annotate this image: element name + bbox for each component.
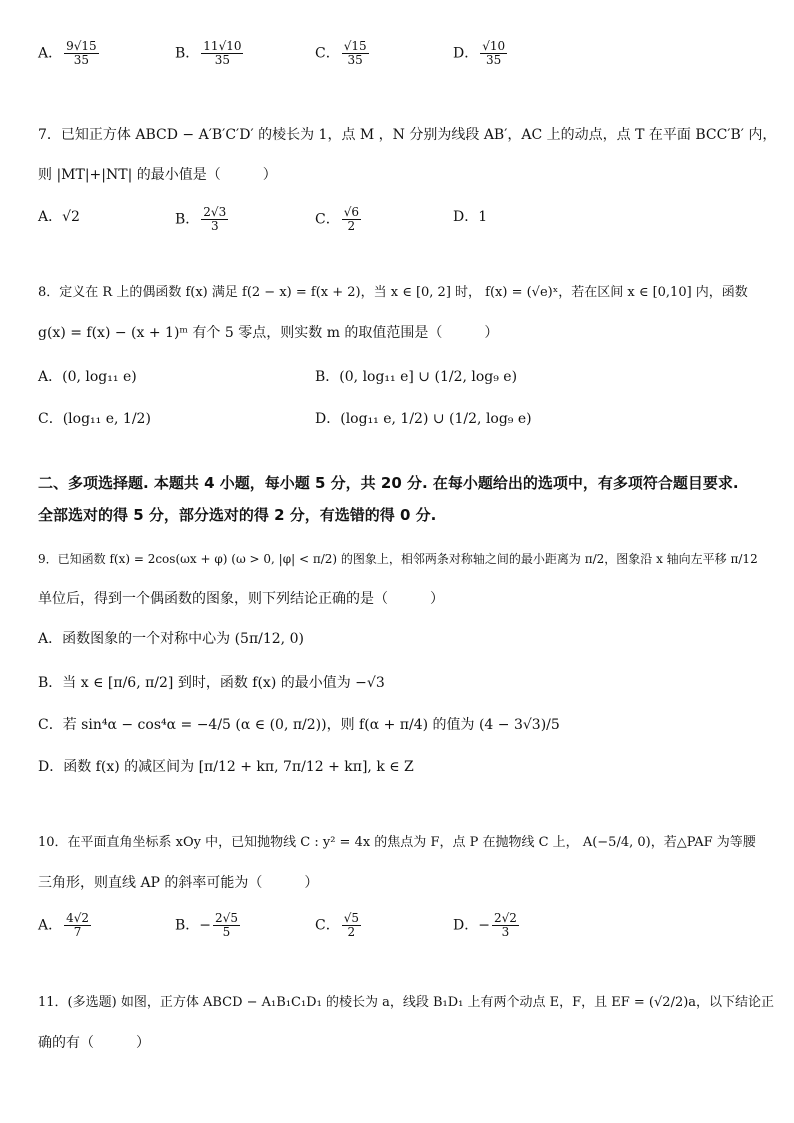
q6-option-a[interactable] bbox=[38, 40, 101, 67]
q9-option-d[interactable] bbox=[38, 756, 414, 778]
minus-sign: − bbox=[478, 917, 490, 934]
q10-stem-line1: 10．在平面直角坐标系 xOy 中，已知抛物线 C : y² = 4x 的焦点为 F，点 P 在抛物线 C 上， A(−5/4, 0)，若△PAF 为等腰 bbox=[38, 835, 756, 850]
denominator: 35 bbox=[214, 53, 231, 67]
option-label: C． bbox=[315, 917, 340, 934]
option-text: (0, log₁₁ e] ∪ (1/2, log₉ e) bbox=[339, 369, 518, 385]
q11-stem-line2: 确的有（ ） bbox=[38, 1035, 150, 1051]
numerator: 11√10 bbox=[203, 39, 242, 53]
q10-option-d[interactable] bbox=[453, 912, 521, 939]
q7-option-b[interactable] bbox=[175, 206, 230, 233]
numerator: 4√2 bbox=[66, 911, 90, 925]
fraction bbox=[342, 206, 361, 233]
numerator: √15 bbox=[343, 39, 367, 53]
numerator: 9√15 bbox=[66, 39, 97, 53]
q8-option-c[interactable] bbox=[38, 408, 151, 430]
option-label: B． bbox=[175, 45, 200, 62]
option-label: A． bbox=[38, 917, 63, 934]
denominator: 35 bbox=[347, 53, 363, 67]
option-label: A． bbox=[38, 369, 63, 385]
option-text: 函数图象的一个对称中心为 (5π/12, 0) bbox=[62, 631, 304, 647]
q9-option-c[interactable] bbox=[38, 714, 560, 736]
option-text: 函数 f(x) 的减区间为 [π/12 + kπ, 7π/12 + kπ], k ∈ Z bbox=[63, 759, 414, 775]
option-label: B． bbox=[315, 369, 340, 385]
fraction bbox=[342, 40, 369, 67]
option-label: D． bbox=[453, 209, 479, 225]
option-label: D． bbox=[453, 917, 479, 934]
section-heading-line1: 二、多项选择题. 本题共 4 小题，每小题 5 分，共 20 分. 在每小题给出的选项中，有多项符合题目要求. bbox=[38, 474, 739, 492]
option-text: 1 bbox=[478, 209, 488, 225]
q9-option-a[interactable] bbox=[38, 628, 304, 650]
option-text: √2 bbox=[62, 209, 80, 225]
numerator: √6 bbox=[343, 205, 359, 219]
option-label: D． bbox=[38, 759, 64, 775]
q7-option-a[interactable] bbox=[38, 206, 80, 228]
fraction bbox=[64, 912, 91, 939]
numerator: 2√5 bbox=[215, 911, 238, 925]
denominator: 3 bbox=[501, 925, 510, 939]
fraction bbox=[342, 912, 361, 939]
option-text: (log₁₁ e, 1/2) bbox=[62, 411, 151, 427]
q8-option-a[interactable] bbox=[38, 366, 137, 388]
denominator: 35 bbox=[486, 53, 502, 67]
q9-stem-line2: 单位后，得到一个偶函数的图象，则下列结论正确的是（ ） bbox=[38, 591, 444, 607]
numerator: √10 bbox=[482, 39, 506, 53]
option-label: A． bbox=[38, 45, 63, 62]
option-label: B． bbox=[175, 211, 200, 228]
q7-stem-line2: 则 |MT|+|NT| 的最小值是（ ） bbox=[38, 167, 277, 183]
fraction bbox=[213, 912, 240, 939]
option-label: B． bbox=[175, 917, 200, 934]
q9-stem-line1: 9．已知函数 f(x) = 2cos(ωx + φ) (ω > 0, |φ| < π/2) 的图象上，相邻两条对称轴之间的最小距离为 π/2，图象沿 x 轴向左平移 π/12 bbox=[38, 552, 758, 566]
option-label: A． bbox=[38, 631, 63, 647]
fraction bbox=[201, 206, 228, 233]
denominator: 7 bbox=[73, 925, 82, 939]
q7-option-d[interactable] bbox=[453, 206, 487, 228]
q8-option-b[interactable] bbox=[315, 366, 517, 388]
option-label: D． bbox=[453, 45, 479, 62]
q7-stem-line1: 7．已知正方体 ABCD − A′B′C′D′ 的棱长为 1，点 M ，N 分别为线段 AB′，AC 上的动点，点 T 在平面 BCC′B′ 内， bbox=[38, 127, 777, 143]
option-label: A． bbox=[38, 209, 63, 225]
numerator: √5 bbox=[343, 911, 359, 925]
option-text: (0, log₁₁ e) bbox=[62, 369, 137, 385]
denominator: 2 bbox=[347, 925, 356, 939]
q10-option-b[interactable] bbox=[175, 912, 242, 939]
option-label: B． bbox=[38, 675, 63, 691]
option-label: C． bbox=[38, 717, 63, 733]
denominator: 3 bbox=[210, 219, 219, 233]
fraction bbox=[480, 40, 507, 67]
option-text: 若 sin⁴α − cos⁴α = −4/5 (α ∈ (0, π/2))，则 f(α + π/4) 的值为 (4 − 3√3)/5 bbox=[62, 717, 560, 733]
q8-option-d[interactable] bbox=[315, 408, 532, 430]
q10-stem-line2: 三角形，则直线 AP 的斜率可能为（ ） bbox=[38, 875, 319, 891]
q8-stem-line1: 8．定义在 R 上的偶函数 f(x) 满足 f(2 − x) = f(x + 2)，当 x ∈ [0, 2] 时， f(x) = (√e)ˣ，若在区间 x ∈ [0,10] 内，函数 bbox=[38, 285, 748, 300]
option-text: (log₁₁ e, 1/2) ∪ (1/2, log₉ e) bbox=[340, 411, 532, 427]
q10-option-a[interactable] bbox=[38, 912, 93, 939]
q9-option-b[interactable] bbox=[38, 672, 385, 694]
fraction bbox=[492, 912, 519, 939]
option-label: C． bbox=[315, 45, 340, 62]
denominator: 35 bbox=[73, 53, 90, 67]
denominator: 5 bbox=[222, 925, 231, 939]
q6-option-d[interactable] bbox=[453, 40, 509, 67]
denominator: 2 bbox=[347, 219, 356, 233]
q11-stem-line1: 11．(多选题) 如图，正方体 ABCD − A₁B₁C₁D₁ 的棱长为 a，线段 B₁D₁ 上有两个动点 E，F，且 EF = (√2/2)a，以下结论正 bbox=[38, 995, 775, 1010]
q6-option-b[interactable] bbox=[175, 40, 245, 67]
option-label: C． bbox=[38, 411, 63, 427]
section-heading-line2: 全部选对的得 5 分，部分选对的得 2 分，有选错的得 0 分. bbox=[38, 506, 437, 524]
option-label: C． bbox=[315, 211, 340, 228]
numerator: 2√2 bbox=[493, 911, 517, 925]
fraction bbox=[64, 40, 99, 67]
q8-stem-line2: g(x) = f(x) − (x + 1)ᵐ 有个 5 零点，则实数 m 的取值范围是（ ） bbox=[38, 325, 499, 341]
option-text: 当 x ∈ [π/6, π/2] 到时，函数 f(x) 的最小值为 −√3 bbox=[62, 675, 385, 691]
numerator: 2√3 bbox=[203, 205, 227, 219]
fraction bbox=[201, 40, 243, 67]
q7-option-c[interactable] bbox=[315, 206, 363, 233]
q10-option-c[interactable] bbox=[315, 912, 363, 939]
minus-sign: − bbox=[199, 917, 212, 934]
q6-option-c[interactable] bbox=[315, 40, 371, 67]
option-label: D． bbox=[315, 411, 341, 427]
